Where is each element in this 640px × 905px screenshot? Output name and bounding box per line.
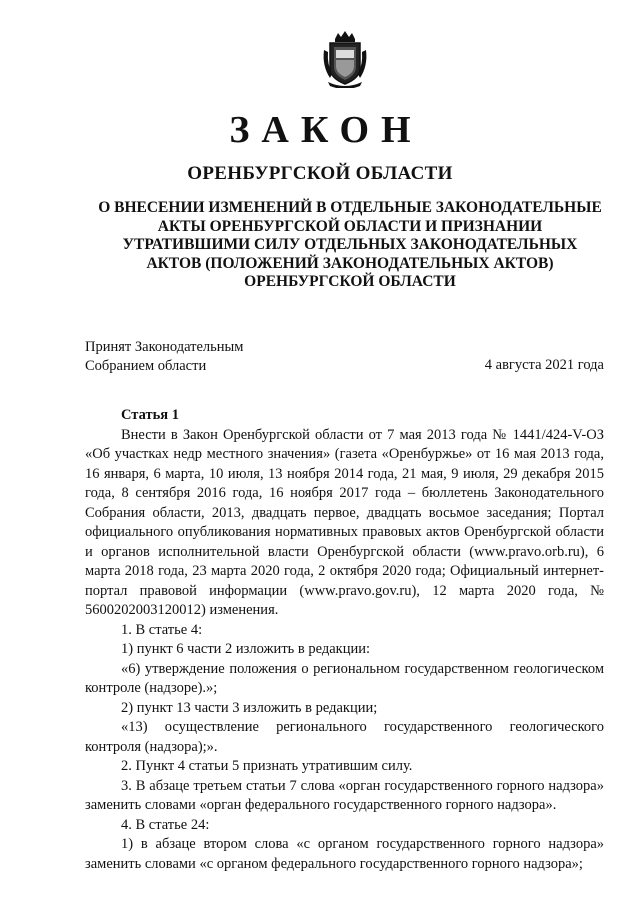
adoption-line: Принят Законодательным bbox=[85, 339, 244, 355]
article-paragraph: 2. Пункт 4 статьи 5 признать утратившим силу. bbox=[121, 758, 413, 774]
article-paragraph: Внести в Закон Оренбургской области от 7 мая 2013 года № 1441/424-V-ОЗ «Об участках недр местного значения» (газета «Оренбуржье» от 16 мая 2013 года, 16 января, 6 марта, 10 июля, 13 ноября 2014 года, 21 мая, 9 июля, 29 декабря 2015 года, 8 сентября 2016 года, 16 ноября 2017 года – бюллетень Законодательного Собрания области, 2013, двадцать первое, двадцать восьмое заседания; Портал официального опубликования нормативных правовых актов Оренбургской области и органов исполнительной власти Оренбургской области (www.pravo.orb.ru), 6 марта 2018 года, 23 марта 2020 года, 2 октября 2020 года; Официальный интернет-портал правовой информации (www.pravo.gov.ru), 12 марта 2020 года, № 5600202003120012) изменения. bbox=[85, 426, 604, 618]
region-title: ОРЕНБУРГСКОЙ ОБЛАСТИ bbox=[187, 163, 453, 184]
article-paragraph: «6) утверждение положения о региональном государственном геологическом контроле (надзоре).»; bbox=[85, 660, 604, 696]
article-paragraph: 1. В статье 4: bbox=[121, 621, 203, 638]
article-paragraph: 2) пункт 13 части 3 изложить в редакции; bbox=[121, 699, 378, 716]
subject-line: О ВНЕСЕНИИ ИЗМЕНЕНИЙ В ОТДЕЛЬНЫЕ ЗАКОНОДАТЕЛЬНЫЕ bbox=[98, 199, 602, 216]
article-paragraph: 1) пункт 6 части 2 изложить в редакции: bbox=[121, 641, 371, 657]
subject-line: ОРЕНБУРГСКОЙ ОБЛАСТИ bbox=[244, 273, 456, 290]
article-heading: Статья 1 bbox=[121, 407, 179, 423]
law-subject bbox=[90, 199, 610, 292]
article-paragraph: 4. В статье 24: bbox=[121, 816, 210, 833]
adoption-note bbox=[85, 338, 243, 376]
subject-line: АКТОВ (ПОЛОЖЕНИЙ ЗАКОНОДАТЕЛЬНЫХ АКТОВ) bbox=[146, 254, 554, 272]
adoption-line: Собранием области bbox=[85, 358, 207, 374]
article-paragraph: «13) осуществление регионального государственного геологического контроля (надзора);». bbox=[85, 719, 604, 755]
article-paragraph: 1) в абзаце втором слова «с органом государственного горного надзора» заменить словами «с органом федерального государственного горного надзора»; bbox=[85, 836, 604, 872]
article-paragraph: 3. В абзаце третьем статьи 7 слова «орган государственного горного надзора» заменить словами «орган федерального государственного горного надзора». bbox=[85, 777, 604, 813]
subject-line: УТРАТИВШИМИ СИЛУ ОТДЕЛЬНЫХ ЗАКОНОДАТЕЛЬНЫХ bbox=[122, 236, 578, 253]
article-body bbox=[85, 406, 604, 874]
law-title: ЗАКОН bbox=[229, 109, 423, 151]
adoption-date: 4 августа 2021 года bbox=[484, 357, 604, 373]
subject-line: АКТЫ ОРЕНБУРГСКОЙ ОБЛАСТИ И ПРИЗНАНИИ bbox=[157, 217, 543, 235]
coat-of-arms-icon bbox=[322, 30, 368, 88]
